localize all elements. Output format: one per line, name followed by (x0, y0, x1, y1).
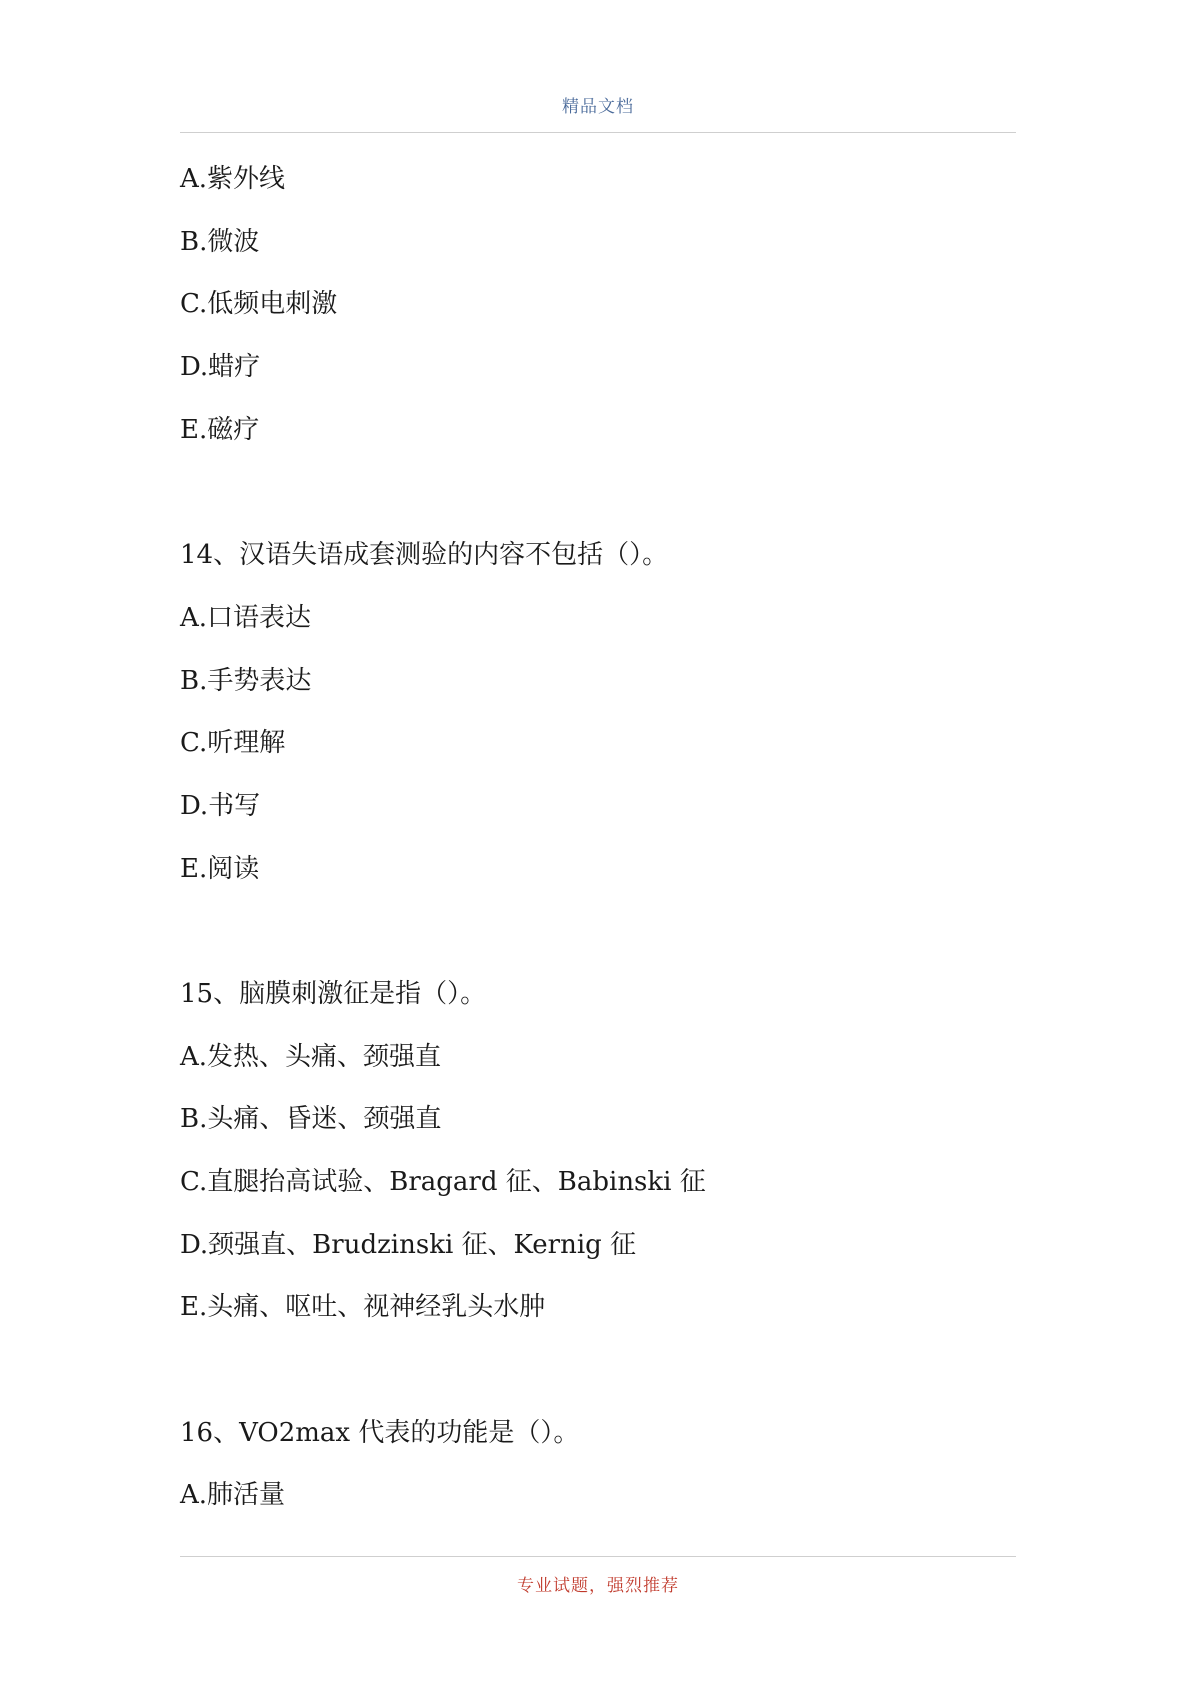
page-header (180, 0, 1016, 133)
header-title: 精品文档 (562, 97, 634, 117)
spacer (180, 461, 1016, 524)
question-line: 15、脑膜刺激征是指（）。 (180, 978, 487, 1009)
option-line: A.紫外线 (180, 164, 286, 194)
question-line: 14、汉语失语成套测验的内容不包括（）。 (180, 540, 669, 571)
footer-slogan: 专业试题，强烈推荐 (517, 1576, 679, 1596)
option-line: E.阅读 (180, 853, 260, 884)
option-line: A.肺活量 (180, 1480, 286, 1511)
question-content (180, 148, 1016, 1527)
option-line: B.微波 (180, 226, 260, 257)
option-line: C.直腿抬高试验、Bragard 征、Babinski 征 (180, 1167, 706, 1197)
spacer (180, 1339, 1016, 1402)
option-line: B.头痛、昏迷、颈强直 (180, 1104, 442, 1135)
option-line: D.颈强直、Brudzinski 征、Kernig 征 (180, 1229, 637, 1260)
option-line: C.低频电刺激 (180, 289, 338, 320)
question-line: 16、VO2max 代表的功能是（）。 (180, 1417, 580, 1448)
option-line: A.发热、头痛、颈强直 (180, 1041, 442, 1072)
option-line: B.手势表达 (180, 665, 312, 696)
option-line: D.书写 (180, 790, 261, 821)
option-line: E.磁疗 (180, 414, 260, 445)
option-line: E.头痛、呕吐、视神经乳头水肿 (180, 1292, 546, 1323)
option-line: C.听理解 (180, 728, 286, 759)
spacer (180, 900, 1016, 963)
page-footer (180, 1556, 1016, 1617)
option-line: D.蜡疗 (180, 352, 261, 383)
option-line: A.口语表达 (180, 602, 312, 633)
